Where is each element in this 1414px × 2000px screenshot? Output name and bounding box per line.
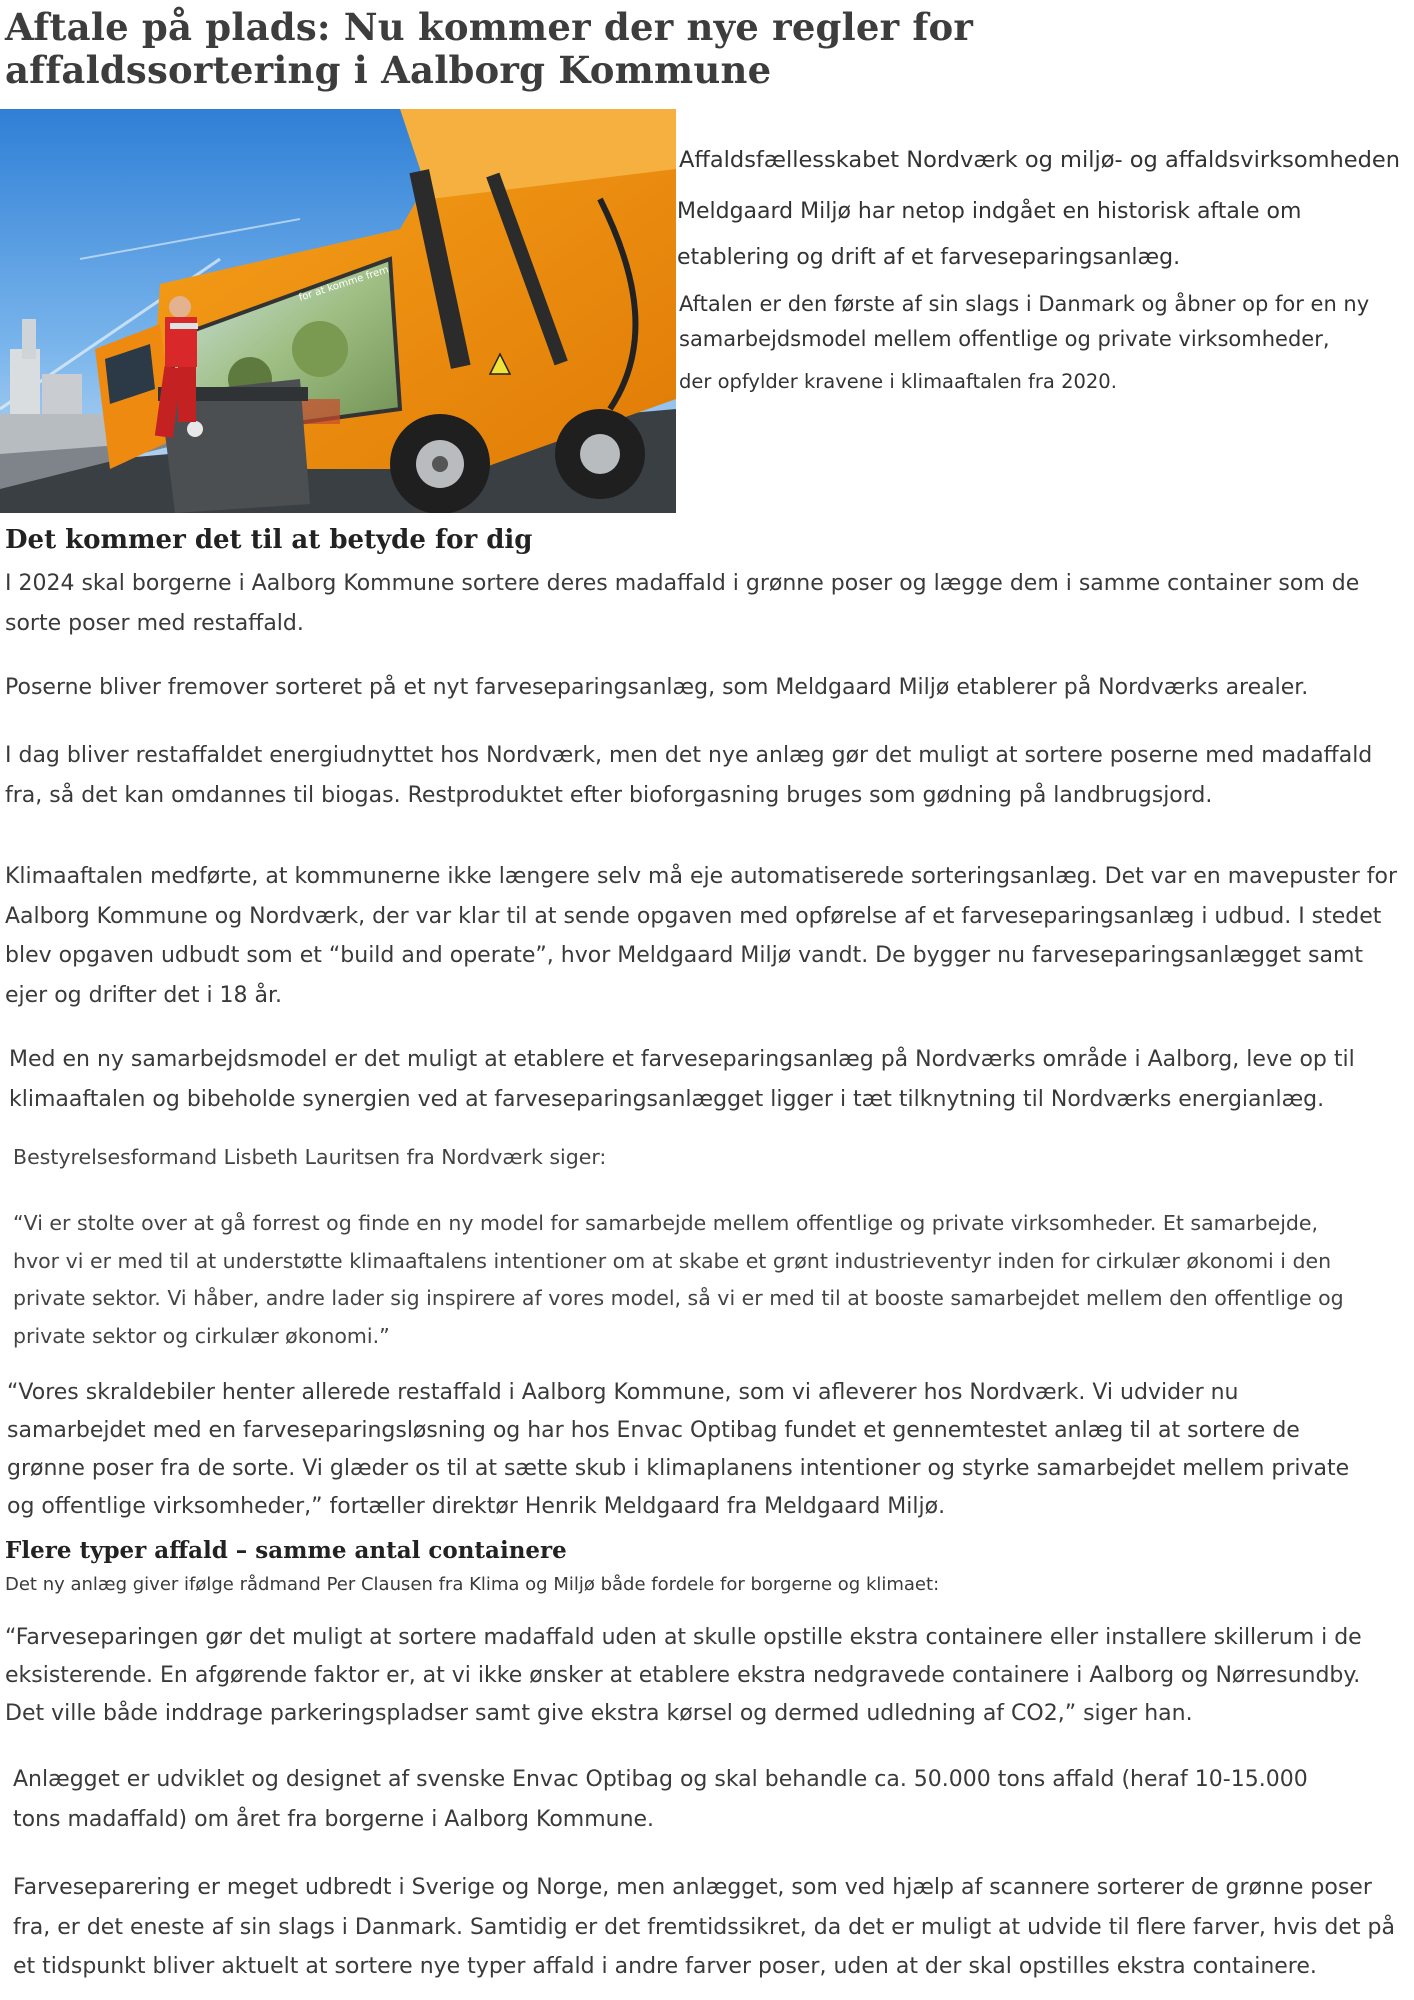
section2-lead: Det ny anlæg giver ifølge rådmand Per Clausen fra Klima og Miljø både fordele for borgerne og klimaet: [5, 1574, 940, 1595]
quote-meldgaard: “Vores skraldebiler henter allerede restaffald i Aalborg Kommune, som vi afleverer hos Nordværk. Vi udvider nu samarbejdet med en farveseparingsløsning og har hos Envac Optibag fundet et gennemtestet anlæg til at sortere de grønne poser fra de sorte. Vi glæder os til at sætte skub i klimaplanens intentioner og styrke samarbejdet mellem private og offentlige virksomheder,” fortæller direktør Henrik Meldgaard fra Meldgaard Miljø. [7, 1380, 1350, 1519]
hero-image [0, 109, 676, 513]
section-heading-containers: Flere typer affald – samme antal containere [5, 1537, 567, 1564]
section-heading-impact: Det kommer det til at betyde for dig [5, 525, 533, 555]
quote-lauritsen: “Vi er stolte over at gå forrest og finde en ny model for samarbejde mellem offentlige og private virksomheder. Et samarbejde, hvor vi er med til at understøtte klimaaftalens intentioner om at skabe et grønt industrieventyr inden for cirkulær økonomi i den private sektor. Vi håber, andre lader sig inspirere af vores model, så vi er med til at booste samarbejdet mellem den offentlige og private sektor og cirkulær økonomi.” [13, 1211, 1344, 1348]
intro-line-3: etablering og drift af et farveseparingsanlæg. [677, 245, 1181, 270]
paragraph-colour-separation: Farveseparering er meget udbredt i Sverige og Norge, men anlægget, som ved hjælp af scannere sorterer de grønne poser fra, er det eneste af sin slags i Danmark. Samtidig er det fremtidssikret, da det er muligt at udvide til flere farver, hvis det på et tidspunkt bliver aktuelt at sortere nye typer affald i andre farver poser, uden at der skal opstilles ekstra containere. [13, 1875, 1395, 1979]
quote-clausen: “Farveseparingen gør det muligt at sortere madaffald uden at skulle opstille ekstra containere eller installere skillerum i de eksisterende. En afgørende faktor er, at vi ikke ønsker at etablere ekstra nedgravede containere i Aalborg og Nørresundby. Det ville både inddrage parkeringspladser samt give ekstra kørsel og dermed udledning af CO2,” siger han. [5, 1625, 1362, 1726]
article-title: Aftale på plads: Nu kommer der nye regler for affaldssortering i Aalborg Kommune [5, 5, 974, 92]
paragraph-3: I dag bliver restaffaldet energiudnyttet hos Nordværk, men det nye anlæg gør det muligt at sortere poserne med madaffald fra, så det kan omdannes til biogas. Restproduktet efter bioforgasning bruges som gødning på landbrugsjord. [5, 743, 1373, 808]
quote-intro: Bestyrelsesformand Lisbeth Lauritsen fra Nordværk siger: [13, 1145, 607, 1169]
paragraph-5: Med en ny samarbejdsmodel er det muligt at etablere et farveseparingsanlæg på Nordværks område i Aalborg, leve op til klimaaftalen og bibeholde synergien ved at farveseparingsanlægget ligger i tæt tilknytning til Nordværks energianlæg. [9, 1047, 1355, 1112]
intro-line-6: der opfylder kravene i klimaaftalen fra 2020. [679, 370, 1117, 393]
paragraph-plant: Anlægget er udviklet og designet af svenske Envac Optibag og skal behandle ca. 50.000 tons affald (heraf 10-15.000 tons madaffald) om året fra borgerne i Aalborg Kommune. [13, 1767, 1308, 1832]
intro-line-1: Affaldsfællesskabet Nordværk og miljø- og affaldsvirksomheden [679, 147, 1401, 173]
truck-banner-text: for at komme frem [297, 264, 391, 304]
intro-line-2: Meldgaard Miljø har netop indgået en historisk aftale om [677, 199, 1302, 224]
paragraph-4: Klimaaftalen medførte, at kommunerne ikke længere selv må eje automatiserede sorteringsanlæg. Det var en mavepuster for Aalborg Kommune og Nordværk, der var klar til at sende opgaven med opførelse af et farveseparingsanlæg i udbud. I stedet blev opgaven udbudt som et “build and operate”, hvor Meldgaard Miljø vandt. De bygger nu farveseparingsanlægget samt ejer og drifter det i 18 år. [5, 864, 1398, 1008]
intro-line-4: Aftalen er den første af sin slags i Danmark og åbner op for en ny [679, 292, 1370, 316]
paragraph-2: Poserne bliver fremover sorteret på et nyt farveseparingsanlæg, som Meldgaard Miljø etablerer på Nordværks arealer. [5, 675, 1309, 700]
paragraph-1: I 2024 skal borgerne i Aalborg Kommune sortere deres madaffald i grønne poser og lægge dem i samme container som de sorte poser med restaffald. [5, 571, 1360, 636]
intro-line-5: samarbejdsmodel mellem offentlige og private virksomheder, [679, 327, 1330, 351]
